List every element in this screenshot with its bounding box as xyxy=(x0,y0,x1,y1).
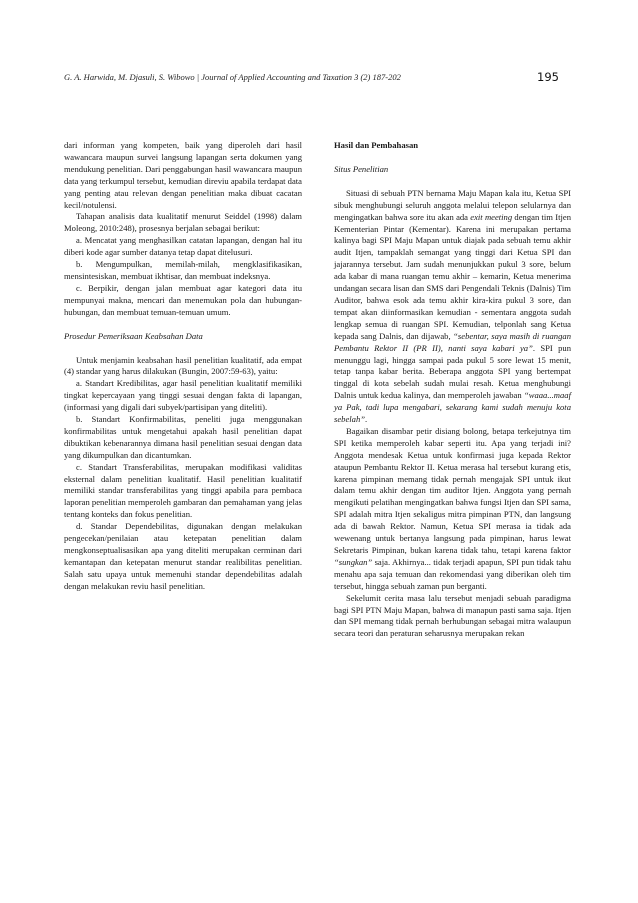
text-run: saja. Akhirnya... tidak terjadi apapun, SPI pun tidak tahu menahu apa saja temuan dan rekomendasi yang diberikan oleh tim tersebut, hingga sebuah zaman pun berganti. xyxy=(334,556,571,591)
list-item: d. Standar Dependebilitas, digunakan dengan melakukan pengecekan/penilaian atau ketepatan penelitian dalam mengkonseptualisasikan apa yang diteliti merupakan cerminan dari kemantapan dan ketepatan menurut standar realibilitas penelitian. Salah satu upaya untuk memenuhi standar dependebilitas adalah dengan melakukan reviu hasil penelitian. xyxy=(64,521,302,591)
list-item: b. Mengumpulkan, memilah-milah, mengklasifikasikan, mensintesiskan, membuat ikhtisar, dan membuat indeksnya. xyxy=(64,259,302,281)
list-item: c. Standart Transferabilitas, merupakan modifikasi validitas eksternal dalam penelitian kualitatif. Hasil penelitian kualitatif memiliki standar transferabilitas yang tinggi apabila para pembaca laporan penelitian memperoleh gambaran dan pemahaman yang jelas tentang konteks dan fokus penelitian. xyxy=(64,461,302,520)
paragraph: dari informan yang kompeten, baik yang diperoleh dari hasil wawancara maupun survei langsung lapangan serta dokumen yang mendukung penelitian. Dari penggabungan hasil wawancara maupun data yang terkumpul tersebut, kemudian direviu apabila terdapat data yang penting atau relevan dengan penelitian maka dibuat cacatan kecil/notulensi. xyxy=(64,140,302,210)
paragraph: Untuk menjamin keabsahan hasil penelitian kualitatif, ada empat (4) standar yang harus dilakukan (Bungin, 2007:59-63), yaitu: xyxy=(64,354,302,377)
paragraph xyxy=(334,188,571,426)
page-number: 195 xyxy=(537,70,559,84)
spacer xyxy=(64,319,302,331)
list-item: a. Mencatat yang menghasilkan catatan lapangan, dengan hal itu diberi kode agar sumber datanya tetap dapat ditelusuri. xyxy=(64,235,302,258)
running-head: G. A. Harwida, M. Djasuli, S. Wibowo | Journal of Applied Accounting and Taxation 3 (2) 187-202 xyxy=(64,72,401,82)
section-heading: Hasil dan Pembahasan xyxy=(334,140,419,150)
list-item: c. Berpikir, dengan jalan membuat agar kategori data itu mempunyai makna, mencari dan menemukan pola dan hubungan-hubungan, dan membuat temuan-temuan umum. xyxy=(64,282,302,317)
list-item: b. Standart Konfirmabilitas, peneliti juga menggunakan konfirmabilitas untuk mengetahui apakah hasil penelitian dapat dibuktikan kebenarannya dimana hasil penelitian sesuai dengan data yang dikumpulkan dan dicantumkan. xyxy=(64,414,302,460)
paragraph xyxy=(334,426,571,593)
quote: “waaa...maaf ya Pak, tadi lupa mengabari, sekarang kami sudah menuju kota sebelah” xyxy=(334,390,571,425)
text-run: Bagaikan disambar petir disiang bolong, betapa terkejutnya tim SPI ketika memperoleh kabar seperti itu. Apa yang terjadi ini? Anggota mendesak Ketua untuk konfirmasi juga kepada Rektor ataupun Pembantu Rektor II. Ketua merasa hal tersebut kurang etis, karena pimpinan memang tidak pernah mengajak SPI untuk ikut dalam temu akhir dengan tim auditor Itjen. Anggota yang pernah mengikuti pelatihan mengingatkan bahwa fungsi Itjen dan SPI sama, SPI adalah mitra Itjen sekaligus mitra pimpinan PTN, dan langsung ada di bawah Rektor. Namun, Ketua SPI merasa ia tidak ada wewenang untuk bertanya langsung pada pimpinan, harus lewat Sekretaris Pimpinan, bukan karena tidak tahu, tetapi karena faktor xyxy=(334,425,571,555)
paragraph: Tahapan analisis data kualitatif menurut Seiddel (1998) dalam Moleong, 2010:248), prosesnya berjalan sebagai berikut: xyxy=(64,211,302,234)
subsection-heading: Prosedur Pemeriksaan Keabsahan Data xyxy=(64,330,203,341)
paragraph: Sekelumit cerita masa lalu tersebut menjadi sebuah paradigma bagi SPI PTN Maju Mapan, bahwa di manapun pasti sama saja. Itjen dan SPI memang tidak pernah berhubungan sebagai mitra walaupun secara teori dan peraturan seharusnya merupakan rekan xyxy=(334,592,571,639)
text-run: Situasi di sebuah PTN bernama Maju Mapan kala itu, Ketua SPI sibuk menghubungi seluruh anggota melalui telepon selularnya dan mengingatkan bahwa sore itu akan ada xyxy=(334,187,571,222)
text-run: . xyxy=(365,414,368,425)
text-run-italic: exit meeting xyxy=(470,211,513,222)
quote: “sebentar, saya masih di ruangan Pembantu Rektor II (PR II), nanti saya kabari ya” xyxy=(334,330,571,353)
text-run: dengan tim Itjen Kementerian Pintar (Kementar). Karena ini merupakan pertama kalinya bagi SPI Maju Mapan untuk diajak pada sebuah temu akhir audit Itjen, tampaklah semangat yang tinggi dari Ketua SPI dan jajarannya tersebut. Jam sudah menunjukkan pukul 3 sore, belum ada kabar di mana ruangan temu akhir – kemarin, Ketua menerima undangan secara lisan dan SMS dari Pengendali Teknis (Dalnis) Tim Auditor, bahwa esok ada temu akhir kira-kira pukul 3 sore, dan tempat akan diinformasikan kemudian - sementara anggota sudah lengkap semua di ruangan SPI. Kemudian, telponlah sang Ketua kepada sang Dalnis, dan dijawab, xyxy=(334,211,571,341)
left-column xyxy=(64,140,302,593)
right-column xyxy=(334,140,571,640)
text-run: . SPI pun menunggu lagi, hingga sampai pada pukul 5 sore lewat 15 menit, tetap tanpa kabar berita. Beberapa anggota SPI yang bertempat tinggal di kota sebelah sudah mulai resah. Ketua menghubungi Dalnis untuk kedua kalinya, dan memperoleh jawaban xyxy=(334,342,571,401)
list-item: a. Standart Kredibilitas, agar hasil penelitian kualitatif memiliki tingkat kepercayaan yang tinggi sesuai dengan fakta di lapangan, (informasi yang digali dari subyek/partisipan yang diteliti). xyxy=(64,378,302,413)
subsection-heading: Situs Penelitian xyxy=(334,163,389,174)
quote: “sungkan” xyxy=(334,556,373,567)
